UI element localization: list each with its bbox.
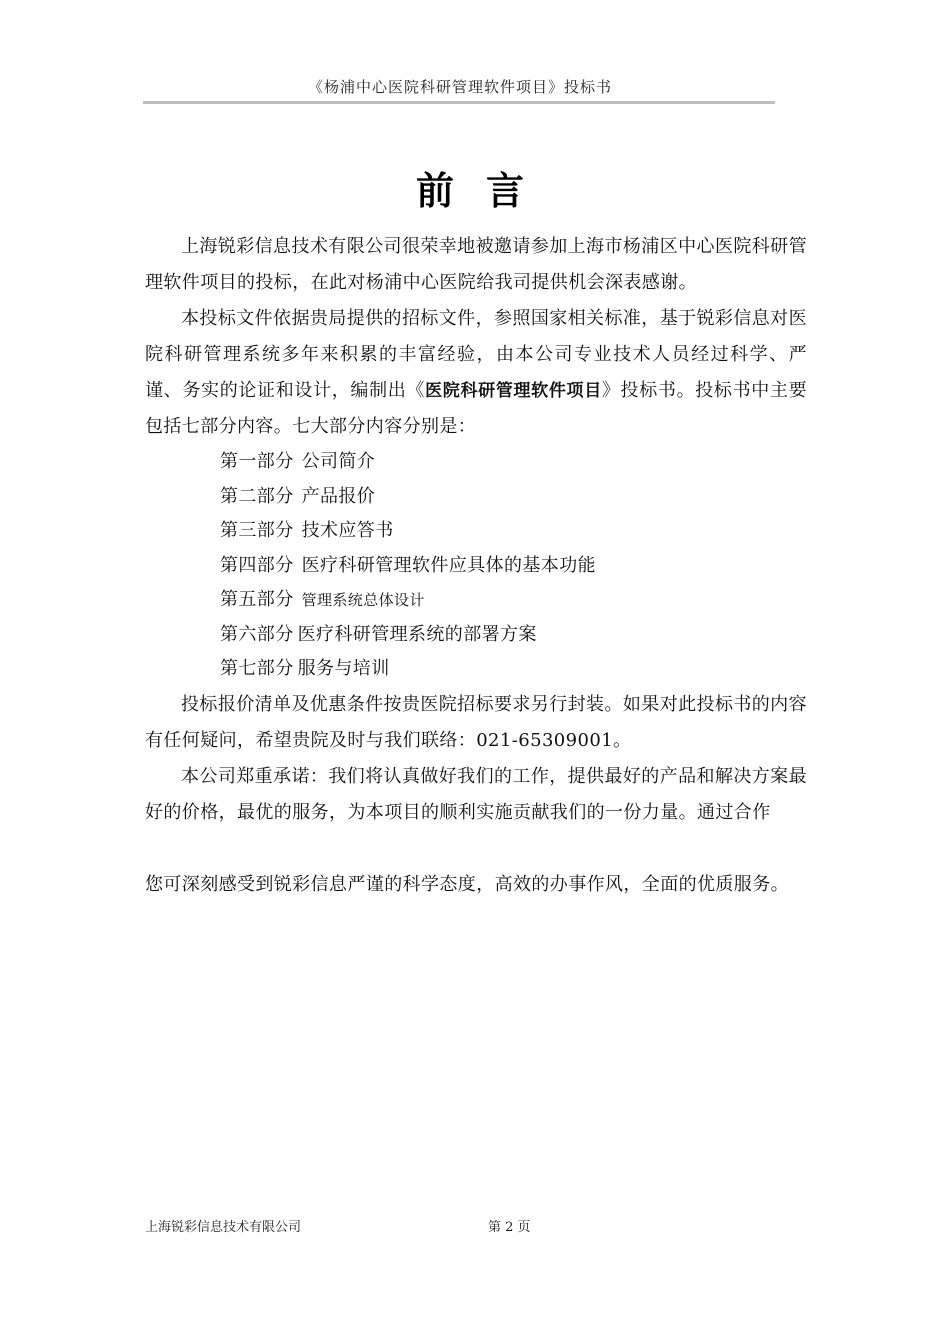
title-char-1: 前 bbox=[415, 168, 464, 213]
section-name: 服务与培训 bbox=[297, 658, 390, 679]
section-item bbox=[145, 480, 807, 515]
section-item bbox=[145, 618, 807, 653]
commitment-paragraph: 本公司郑重承诺：我们将认真做好我们的工作，提供最好的产品和解决方案最好的价格，最优的服务，为本项目的顺利实施贡献我们的一份力量。通过合作 bbox=[145, 765, 807, 823]
page-title bbox=[145, 160, 805, 215]
section-item bbox=[145, 652, 807, 687]
section-name: 产品报价 bbox=[301, 485, 376, 507]
section-item bbox=[145, 445, 807, 480]
footer-page-number: 第 2 页 bbox=[488, 1220, 531, 1235]
sections-list bbox=[145, 445, 807, 687]
closing-paragraph: 您可深刻感受到锐彩信息严谨的科学态度，高效的办事作风，全面的优质服务。 bbox=[145, 873, 789, 895]
section-part: 第七部分 bbox=[220, 658, 294, 679]
basis-paragraph bbox=[145, 301, 807, 445]
intro-paragraph: 上海锐彩信息技术有限公司很荣幸地被邀请参加上海市杨浦区中心医院科研管理软件项目的投标，在此对杨浦中心医院给我司提供机会深表感谢。 bbox=[145, 236, 807, 293]
basis-text: 本投标文件依据贵局提供的招标文件，参照国家相关标准，基于锐彩信息对医院科研管理系统多年来积累的丰富经验，由本公司专业技术人员经过科学、严谨、务实的论证和设计，编制出《 bbox=[145, 308, 807, 401]
title-char-2: 言 bbox=[486, 168, 535, 213]
section-item bbox=[145, 514, 807, 549]
contact-paragraph: 投标报价清单及优惠条件按贵医院招标要求另行封装。如果对此投标书的内容有任何疑问，希望贵院及时与我们联络：021-65309001。 bbox=[145, 693, 807, 751]
section-part: 第三部分 bbox=[220, 520, 294, 541]
basis-text-end: 》投标书。投标书中主要包括七部分内容。七大部分内容分别是： bbox=[145, 380, 808, 437]
section-name: 技术应答书 bbox=[301, 520, 394, 541]
section-part: 第一部分 bbox=[220, 451, 294, 472]
header-divider bbox=[143, 101, 775, 104]
blank-line bbox=[145, 831, 807, 867]
section-part: 第四部分 bbox=[220, 554, 294, 576]
section-part: 第二部分 bbox=[220, 485, 294, 507]
section-item bbox=[145, 549, 807, 584]
footer-company: 上海锐彩信息技术有限公司 bbox=[145, 1220, 302, 1235]
section-name: 医疗科研管理系统的部署方案 bbox=[297, 623, 537, 645]
section-name: 医疗科研管理软件应具体的基本功能 bbox=[301, 554, 597, 576]
section-part: 第六部分 bbox=[220, 623, 294, 645]
section-part: 第五部分 bbox=[220, 589, 294, 610]
section-name: 管理系统总体设计 bbox=[301, 591, 425, 609]
section-name: 公司简介 bbox=[301, 451, 376, 472]
page-header: 《杨浦中心医院科研管理软件项目》投标书 bbox=[307, 78, 612, 96]
section-item bbox=[145, 583, 807, 618]
project-name: 医院科研管理软件项目 bbox=[425, 381, 602, 401]
document-body bbox=[145, 229, 807, 903]
